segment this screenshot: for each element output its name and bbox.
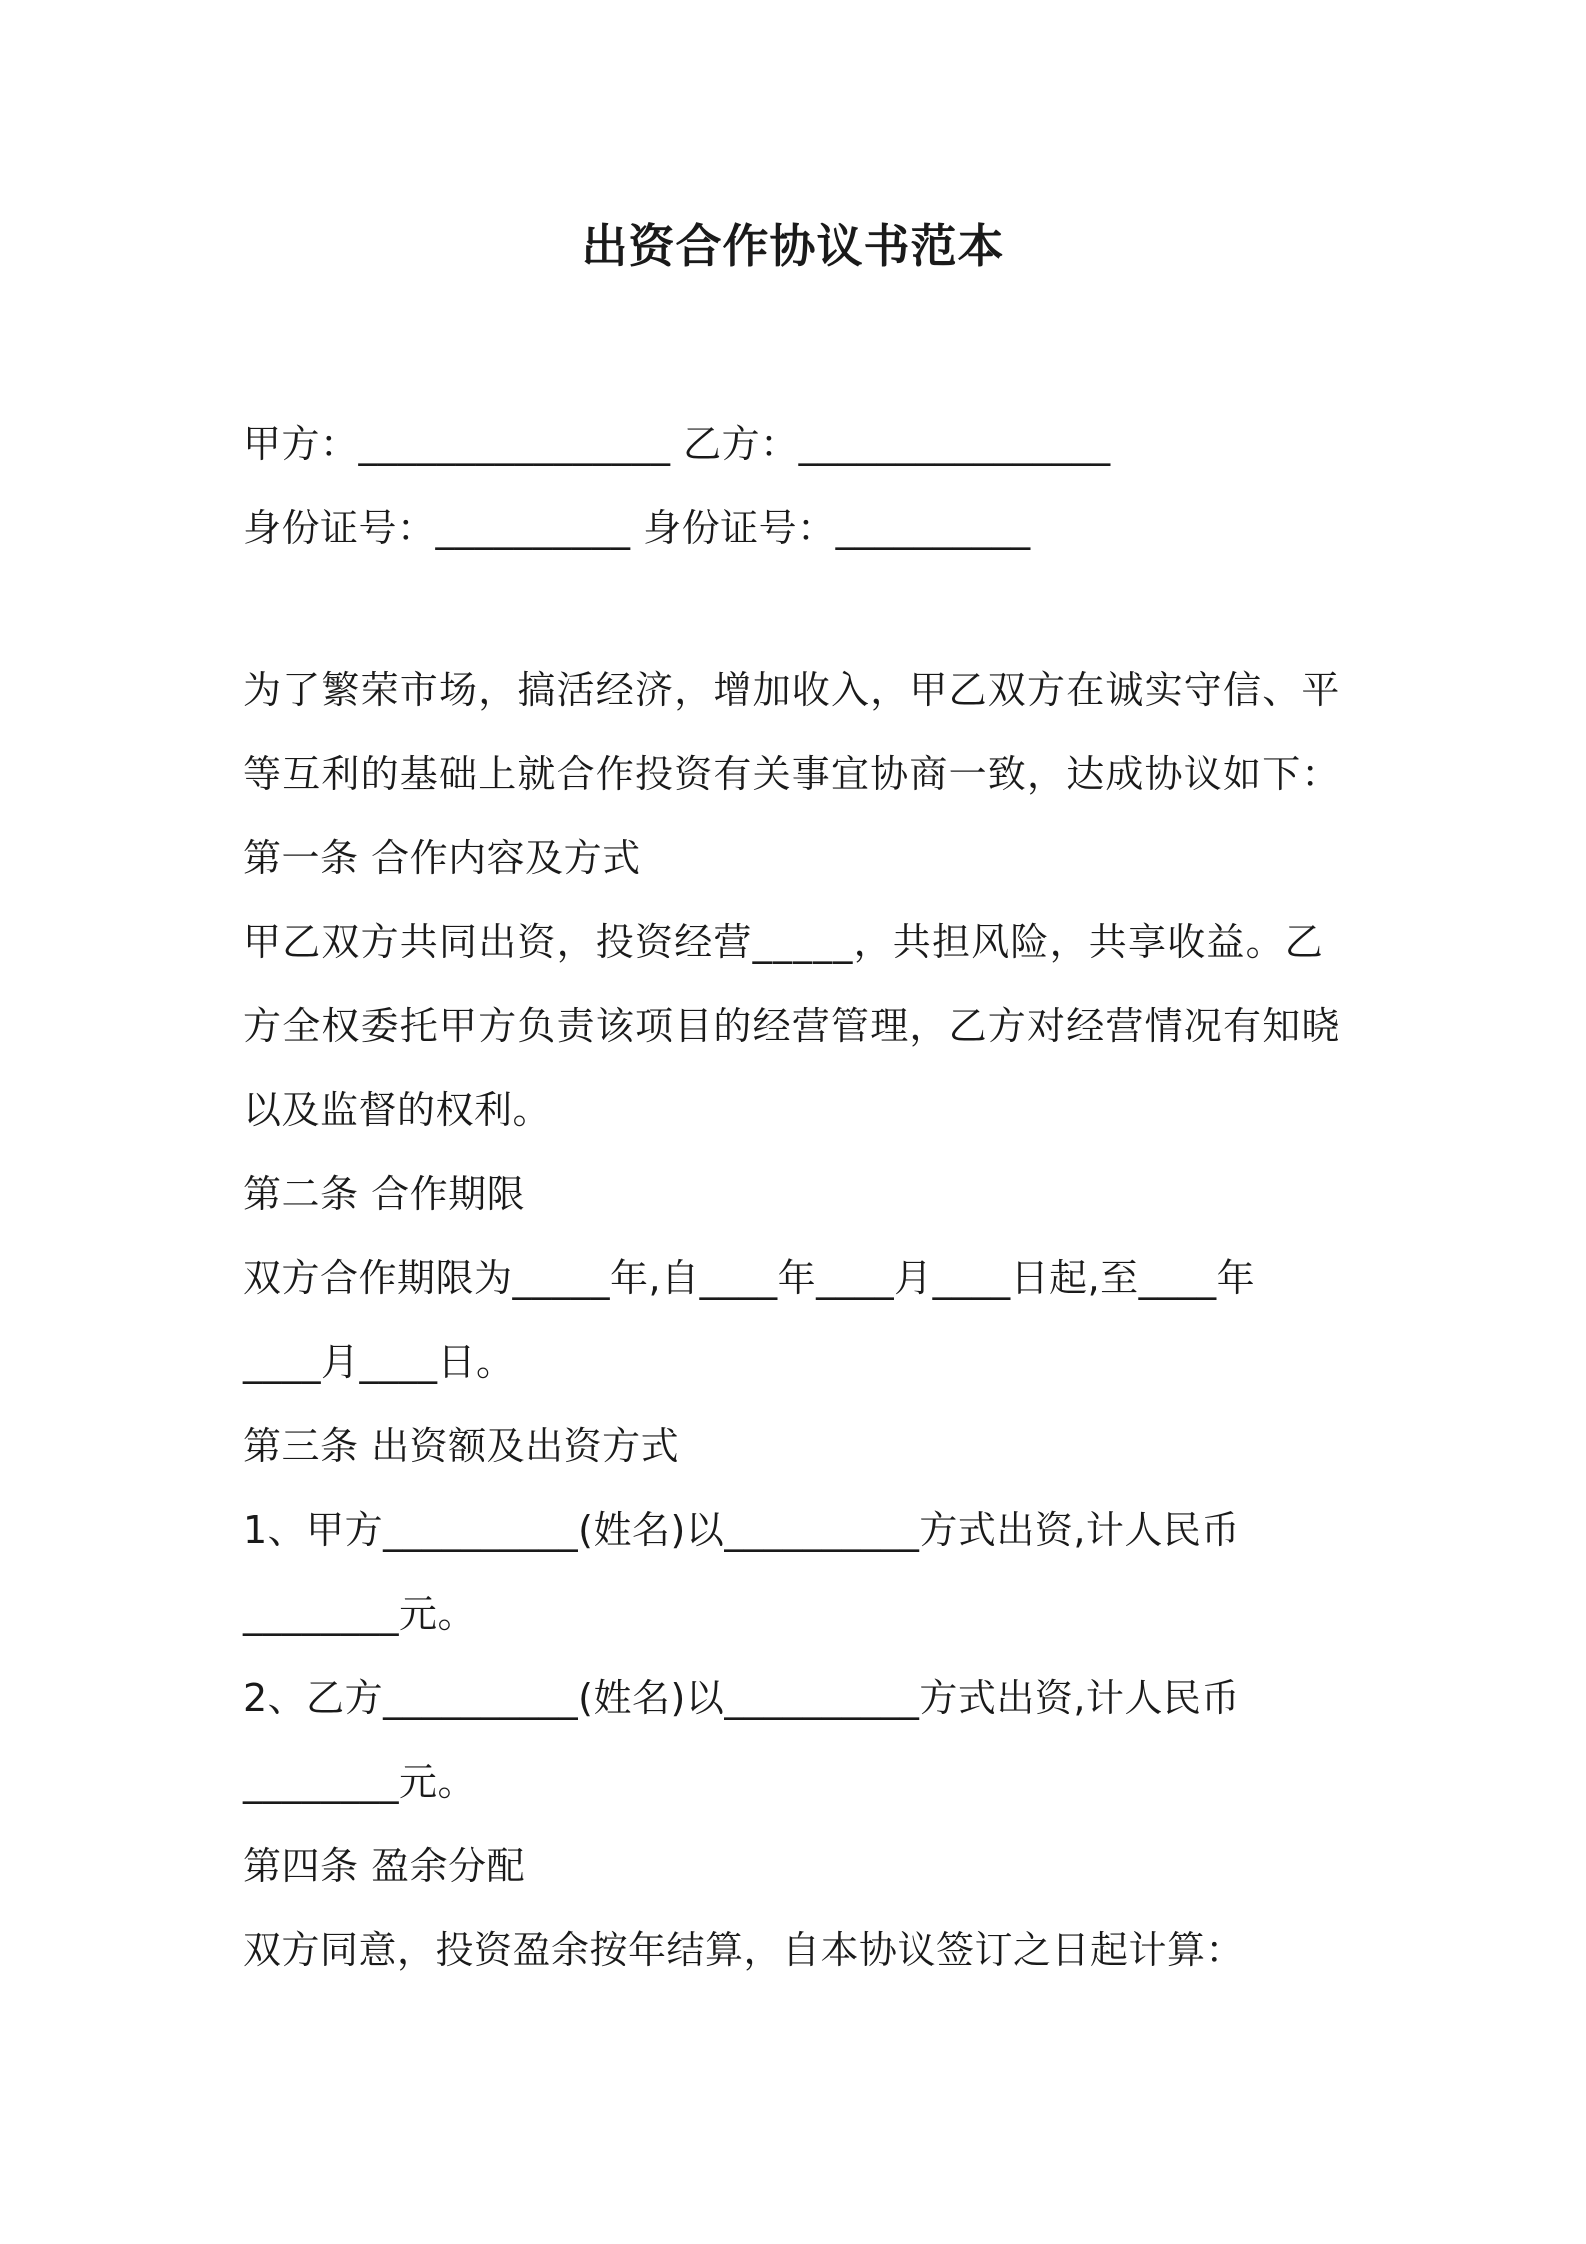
article-1-line-3: 以及监督的权利。	[243, 1088, 552, 1132]
article-1-line-2: 方全权委托甲方负责该项目的经营管理，乙方对经营情况有知晓	[243, 1004, 1341, 1048]
intro-paragraph-line-1: 为了繁荣市场，搞活经济，增加收入，甲乙双方在诚实守信、平	[243, 668, 1341, 712]
article-4-line-1: 双方同意，投资盈余按年结算，自本协议签订之日起计算：	[243, 1928, 1245, 1972]
article-3-heading: 第三条 出资额及出资方式	[243, 1424, 680, 1468]
article-3-item-1-line-1: 1、甲方__________(姓名)以__________方式出资,计人民币	[243, 1508, 1240, 1552]
article-3-item-1-line-2: ________元。	[243, 1592, 477, 1636]
intro-paragraph-line-2: 等互利的基础上就合作投资有关事宜协商一致，达成协议如下：	[243, 752, 1341, 796]
document-title: 出资合作协议书范本	[581, 219, 1005, 273]
article-3-item-2-line-1: 2、乙方__________(姓名)以__________方式出资,计人民币	[243, 1676, 1240, 1720]
article-3-item-2-line-2: ________元。	[243, 1760, 477, 1804]
article-2-line-1: 双方合作期限为_____年,自____年____月____日起,至____年	[243, 1256, 1256, 1300]
article-4-heading: 第四条 盈余分配	[243, 1844, 526, 1888]
article-1-line-1: 甲乙双方共同出资，投资经营_____，共担风险，共享收益。乙	[243, 920, 1325, 964]
party-line: 甲方：________________ 乙方：________________	[243, 422, 1111, 466]
article-1-heading: 第一条 合作内容及方式	[243, 836, 641, 880]
article-2-line-2: ____月____日。	[243, 1340, 515, 1384]
article-2-heading: 第二条 合作期限	[243, 1172, 526, 1216]
id-number-line: 身份证号：__________ 身份证号：__________	[243, 506, 1031, 550]
